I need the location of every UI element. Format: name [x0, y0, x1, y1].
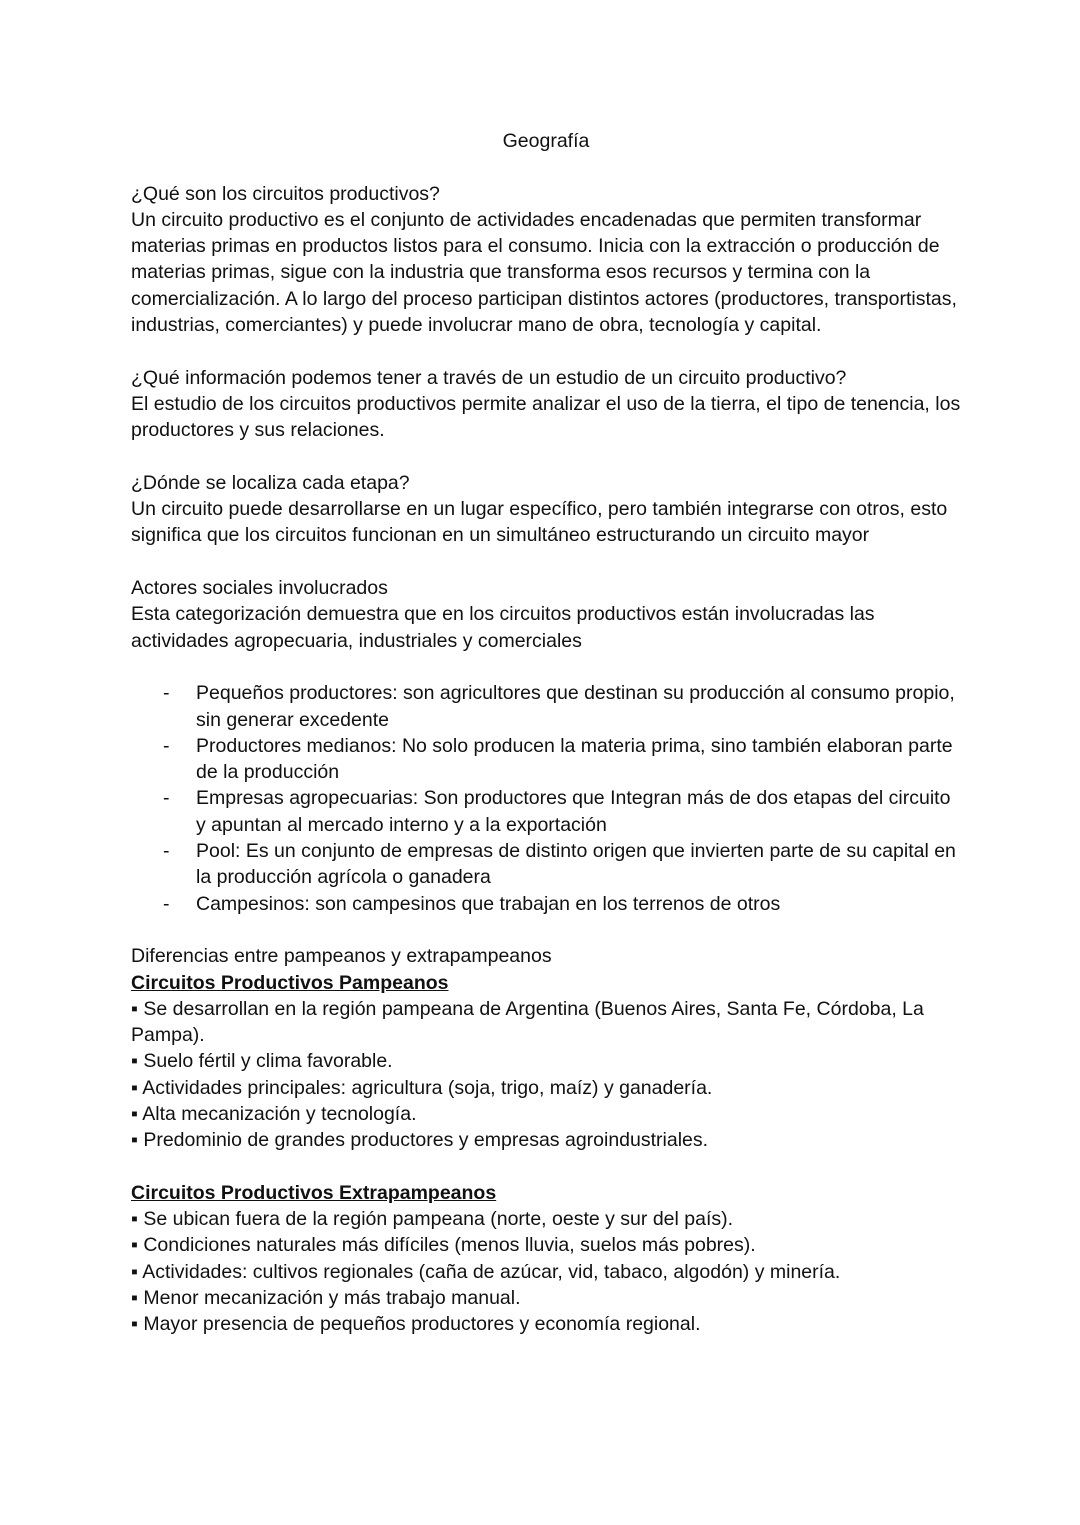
- extrapampeanos-item: ▪ Se ubican fuera de la región pampeana (norte, oeste y sur del país).: [131, 1208, 734, 1231]
- answer-informacion: El estudio de los circuitos productivos permite analizar el uso de la tierra, el tipo de tenencia, los productores y sus relaciones.: [131, 392, 961, 442]
- spacer: [131, 654, 961, 680]
- spacer: [131, 154, 961, 180]
- pampeanos-item: ▪ Suelo fértil y clima favorable.: [131, 1050, 393, 1073]
- spacer: [131, 444, 961, 470]
- page-title: Geografía: [502, 130, 590, 152]
- pampeanos-item: ▪ Alta mecanización y tecnología.: [131, 1102, 417, 1125]
- extrapampeanos-item: ▪ Condiciones naturales más difíciles (menos lluvia, suelos más pobres).: [131, 1234, 756, 1257]
- pampeanos-item: ▪ Actividades principales: agricultura (soja, trigo, maíz) y ganadería.: [131, 1076, 713, 1099]
- pampeanos-item: ▪ Predominio de grandes productores y empresas agroindustriales.: [131, 1129, 709, 1152]
- extrapampeanos-item: ▪ Mayor presencia de pequeños productores y economía regional.: [131, 1313, 701, 1336]
- question-localizacion: ¿Dónde se localiza cada etapa?: [131, 471, 410, 494]
- list-item: [131, 785, 961, 838]
- spacer: [131, 338, 961, 364]
- diferencias-heading: Diferencias entre pampeanos y extrapampeanos: [131, 945, 552, 968]
- list-item: [131, 733, 961, 786]
- list-item-text: Pool: Es un conjunto de empresas de distinto origen que invierten parte de su capital en la producción agrícola o ganadera: [196, 840, 956, 889]
- extrapampeanos-title: Circuitos Productivos Extrapampeanos: [131, 1181, 497, 1204]
- answer-circuitos: Un circuito productivo es el conjunto de actividades encadenadas que permiten transformar materias primas en productos listos para el consumo. Inicia con la extracción o producción de materias primas, sigue con la industria que transforma esos recursos y termina con la comercialización. A lo largo del proceso participan distintos actores (productores, transportistas, industrias, comerciantes) y puede involucrar mano de obra, tecnología y capital.: [131, 208, 957, 337]
- list-item: [131, 838, 961, 891]
- pampeanos-title: Circuitos Productivos Pampeanos: [131, 971, 449, 994]
- spacer: [131, 1154, 961, 1180]
- extrapampeanos-item: ▪ Actividades: cultivos regionales (caña de azúcar, vid, tabaco, algodón) y minería.: [131, 1260, 841, 1283]
- list-item-text: Empresas agropecuarias: Son productores que Integran más de dos etapas del circuito y apuntan al mercado interno y a la exportación: [196, 787, 951, 836]
- list-item-text: Campesinos: son campesinos que trabajan en los terrenos de otros: [196, 892, 781, 915]
- spacer: [131, 917, 961, 943]
- extrapampeanos-item: ▪ Menor mecanización y más trabajo manual.: [131, 1287, 521, 1310]
- spacer: [131, 549, 961, 575]
- dash-marker: -: [163, 682, 170, 705]
- list-item: [131, 680, 961, 733]
- list-item-text: Productores medianos: No solo producen la materia prima, sino también elaboran parte de la producción: [196, 734, 953, 784]
- question-informacion: ¿Qué información podemos tener a través de un estudio de un circuito productivo?: [131, 366, 847, 389]
- answer-localizacion: Un circuito puede desarrollarse en un lugar específico, pero también integrarse con otros, esto significa que los circuitos funcionan en un simultáneo estructurando un circuito mayor: [131, 498, 948, 547]
- dash-marker: -: [163, 787, 170, 810]
- dash-marker: -: [163, 840, 170, 863]
- dash-marker: -: [163, 892, 170, 915]
- pampeanos-item: ▪ Se desarrollan en la región pampeana de Argentina (Buenos Aires, Santa Fe, Córdoba, La Pampa).: [131, 997, 924, 1047]
- actores-intro: Esta categorización demuestra que en los circuitos productivos están involucradas las actividades agropecuaria, industriales y comerciales: [131, 603, 875, 652]
- dash-marker: -: [163, 734, 170, 757]
- list-item-text: Pequeños productores: son agricultores que destinan su producción al consumo propio, sin generar excedente: [196, 682, 955, 731]
- actores-heading: Actores sociales involucrados: [131, 577, 388, 600]
- document-page: [131, 128, 961, 1338]
- list-item: [131, 891, 961, 917]
- question-circuitos: ¿Qué son los circuitos productivos?: [131, 182, 440, 205]
- actores-list: [131, 680, 961, 917]
